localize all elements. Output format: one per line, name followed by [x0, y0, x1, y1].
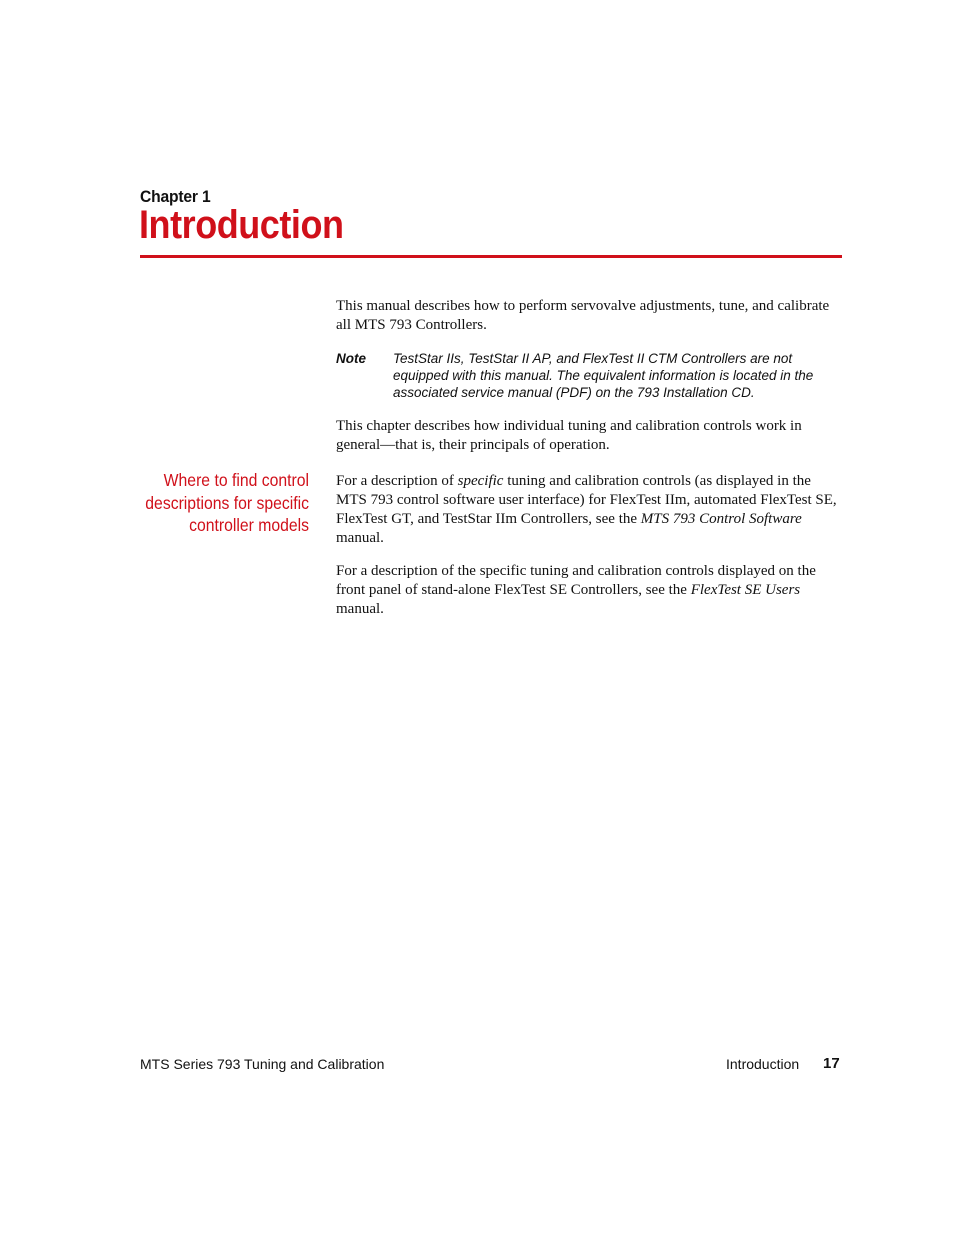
intro-paragraph [336, 297, 842, 335]
manual-reference-flextest-se-users: FlexTest SE Users [690, 582, 801, 598]
note-text: TestStar IIs, TestStar II AP, and FlexTest II CTM Controllers are not equipped with this manual. The equivalent information is located in the associated service manual (PDF) on the 793 Installation CD. [393, 351, 814, 400]
text-run: manual. [336, 601, 384, 617]
chapter-overview-paragraph [336, 417, 842, 455]
chapter-title: Introduction [139, 203, 344, 247]
text-run: manual. [336, 530, 384, 546]
note-label: Note [336, 351, 366, 366]
text-run: tuning and calibration controls (as displayed in the MTS 793 control software user interface) for FlexTest IIm, automated FlexTest SE, FlexTest GT, and TestStar IIm Controllers, see the [336, 473, 837, 527]
section-heading-line-2: descriptions for specific [145, 492, 309, 513]
software-controls-paragraph [336, 472, 842, 548]
emphasis-specific: specific [457, 473, 504, 489]
footer-section-name: Introduction [726, 1056, 800, 1072]
footer-manual-title: MTS Series 793 Tuning and Calibration [140, 1056, 385, 1072]
intro-paragraph-text: This manual describes how to perform servovalve adjustments, tune, and calibrate all MTS 793 Controllers. [336, 298, 830, 333]
section-heading-line-1: Where to find control [163, 470, 309, 490]
chapter-label: Chapter 1 [140, 187, 211, 206]
manual-reference-control-software: MTS 793 Control Software [640, 511, 802, 527]
software-controls-text [336, 472, 842, 548]
section-heading [120, 469, 309, 537]
page-number: 17 [823, 1055, 840, 1072]
section-heading-line-3: controller models [189, 515, 309, 535]
text-run: For a description of the specific tuning and calibration controls displayed on the front panel of stand-alone FlexTest SE Controllers, see the [336, 563, 816, 598]
text-run: For a description of [336, 473, 458, 489]
title-rule [140, 255, 842, 258]
front-panel-paragraph [336, 562, 842, 619]
chapter-overview-text: This chapter describes how individual tuning and calibration controls work in general—that is, their principals of operation. [336, 418, 802, 453]
front-panel-text [336, 562, 842, 619]
